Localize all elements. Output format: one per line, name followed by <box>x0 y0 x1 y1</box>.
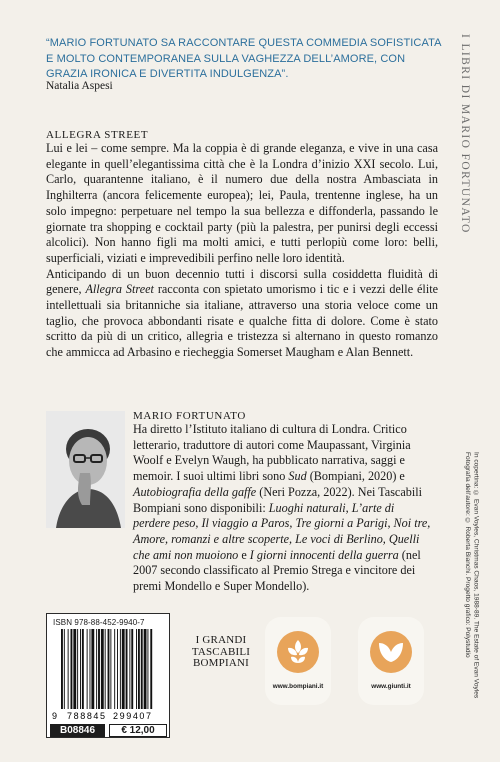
barcode-digit-left: 9 <box>52 711 58 721</box>
description-part-3: racconta con spietato umorismo i tic e i vezzi delle élite intellettuali sia britanniche sia italiane, attraverso una storia veloce come un taglio, che provoca abbondanti risate e qualche fitta di dolore. Come è stato scritto da più di un critico, allegria e tristezza si alternano in questo romanzo che ammicca ad Arbasino e riecheggia Somerset Maugham e Alan Bennett. <box>46 282 438 360</box>
bio-book-list: Luoghi naturali, L’arte di perdere peso, Il viaggio a Paros, Tre giorni a Parigi, Noi tre, Amore, romanzi e altre scoperte, Le voci di Berlino, Quelli che ami non muoiono <box>133 500 431 562</box>
barcode-bar <box>64 629 65 709</box>
credits-line-1: In copertina: © Evan Voyles, Christmas Chaos, 1988-89. The Estate of Evan Voyles <box>472 452 480 699</box>
barcode-bar <box>87 629 88 709</box>
bio-text: Ha diretto l’Istituto italiano di cultura di Londra. Critico letterario, traduttore di autori come Maupassant, Virginia Woolf e Evelyn Waugh, ha pubblicato narrativa, saggi e memoir. I suoi ultimi libri sono <box>133 422 411 484</box>
barcode-bar <box>126 629 128 709</box>
barcode-bar <box>80 629 81 709</box>
barcode-bar <box>129 629 130 709</box>
series-line-3: BOMPIANI <box>193 657 249 669</box>
bio-text: (Bompiani, 2020) e <box>306 469 405 484</box>
spine-series-title: I LIBRI DI MARIO FORTUNATO <box>459 34 471 234</box>
description-part-1: Lui e lei – come sempre. Ma la coppia è di grande eleganza, e vive in una casa elegante in quell’elegantissima città che è la Londra d’inizio XXI secolo. Lui, Carlo, quarantenne italiano, è il numero due della nostra Ambasciata in Inghilterra (ancora felicemente europea); lei, Paula, trentenne inglese, ha un solo impegno: perpetuare nel tempo la sua bellezza e diffonderla, passando le giornate tra shopping e cocktail party (più la palestra, per punirsi degli eccessi alcolici). Non hanno figli ma molti amici, e tutti perlopiù come loro: belli, superficiali, viziati e imprevedibili perfino nelle loro identità. <box>46 141 438 265</box>
giunti-logo <box>358 617 424 705</box>
bio-text: (nel 2007 secondo classificato al Premio Strega e vincitore dei premi Mondello e Super Mondello). <box>133 547 421 594</box>
bompiani-url: www.bompiani.it <box>272 683 324 690</box>
price-label: € 12,00 <box>109 724 167 737</box>
barcode-bar <box>114 629 115 709</box>
barcode-bar <box>138 629 140 709</box>
barcode-bar <box>141 629 143 709</box>
bompiani-logo <box>265 617 331 705</box>
bio-book-title: Sud <box>288 469 307 484</box>
barcode-bar <box>73 629 76 709</box>
author-name: MARIO FORTUNATO <box>133 410 246 422</box>
barcode-bar <box>117 629 118 709</box>
barcode-bar <box>144 629 147 709</box>
barcode-bar <box>150 629 152 709</box>
barcode-bar <box>61 629 63 709</box>
series-line-2: TASCABILI <box>191 645 251 658</box>
series-line-1: I GRANDI <box>195 634 247 646</box>
author-photo <box>46 411 125 528</box>
book-description <box>46 141 438 361</box>
credits-line-2: Fotografia dell’autore: © Roberta Bianchi. Progetto grafico: Polystudio <box>464 452 472 658</box>
book-title: ALLEGRA STREET <box>46 129 149 141</box>
review-quote: “MARIO FORTUNATO SA RACCONTARE QUESTA COMMEDIA SOFISTICATA E MOLTO CONTEMPORANEA SULLA VAGHEZZA DELL’AMORE, CON GRAZIA IRONICA E DIVERTITA INDULGENZA”. <box>46 37 441 80</box>
barcode-bar <box>77 629 78 709</box>
barcode-bar <box>98 629 100 709</box>
barcode-bar <box>91 629 94 709</box>
barcode-bar <box>120 629 121 709</box>
series-name <box>191 635 251 670</box>
barcode-box <box>46 613 170 738</box>
barcode-bar <box>136 629 137 709</box>
quote-author: Natalia Aspesi <box>46 80 113 92</box>
giunti-url: www.giunti.it <box>371 683 411 690</box>
barcode-bar <box>71 629 73 709</box>
bio-text: e <box>238 547 250 562</box>
barcode-graphic <box>51 629 167 721</box>
barcode-digits-group1: 788845 <box>67 711 107 721</box>
description-part-2: Anticipando di un buon decennio tutti i discorsi sulla cosiddetta fluidità di genere, <box>46 266 438 297</box>
barcode-bar <box>105 629 106 709</box>
barcode-bar <box>96 629 97 709</box>
barcode-bar <box>101 629 104 709</box>
isbn-text: ISBN 978-88-452-9940-7 <box>53 618 145 627</box>
description-title-italic: Allegra Street <box>85 282 154 297</box>
bio-book-title: I giorni innocenti della guerra <box>249 547 399 562</box>
barcode-digits-group2: 299407 <box>113 711 153 721</box>
bio-text: (Neri Pozza, 2022). Nei Tascabili Bompiani sono disponibili: <box>133 484 423 515</box>
barcode-bar <box>108 629 110 709</box>
barcode-bar <box>131 629 133 709</box>
bio-book-title: Autobiografia della gaffe <box>133 484 257 499</box>
barcode-bar <box>68 629 69 709</box>
author-bio <box>133 422 433 595</box>
product-code: B08846 <box>50 724 105 737</box>
cover-credits <box>463 452 479 698</box>
bompiani-logo-icon <box>277 631 319 673</box>
barcode-bar <box>90 629 91 709</box>
giunti-logo-icon <box>370 631 412 673</box>
barcode-bar <box>110 629 111 709</box>
barcode-bar <box>122 629 125 709</box>
barcode-bar <box>147 629 148 709</box>
barcode-bar <box>82 629 84 709</box>
